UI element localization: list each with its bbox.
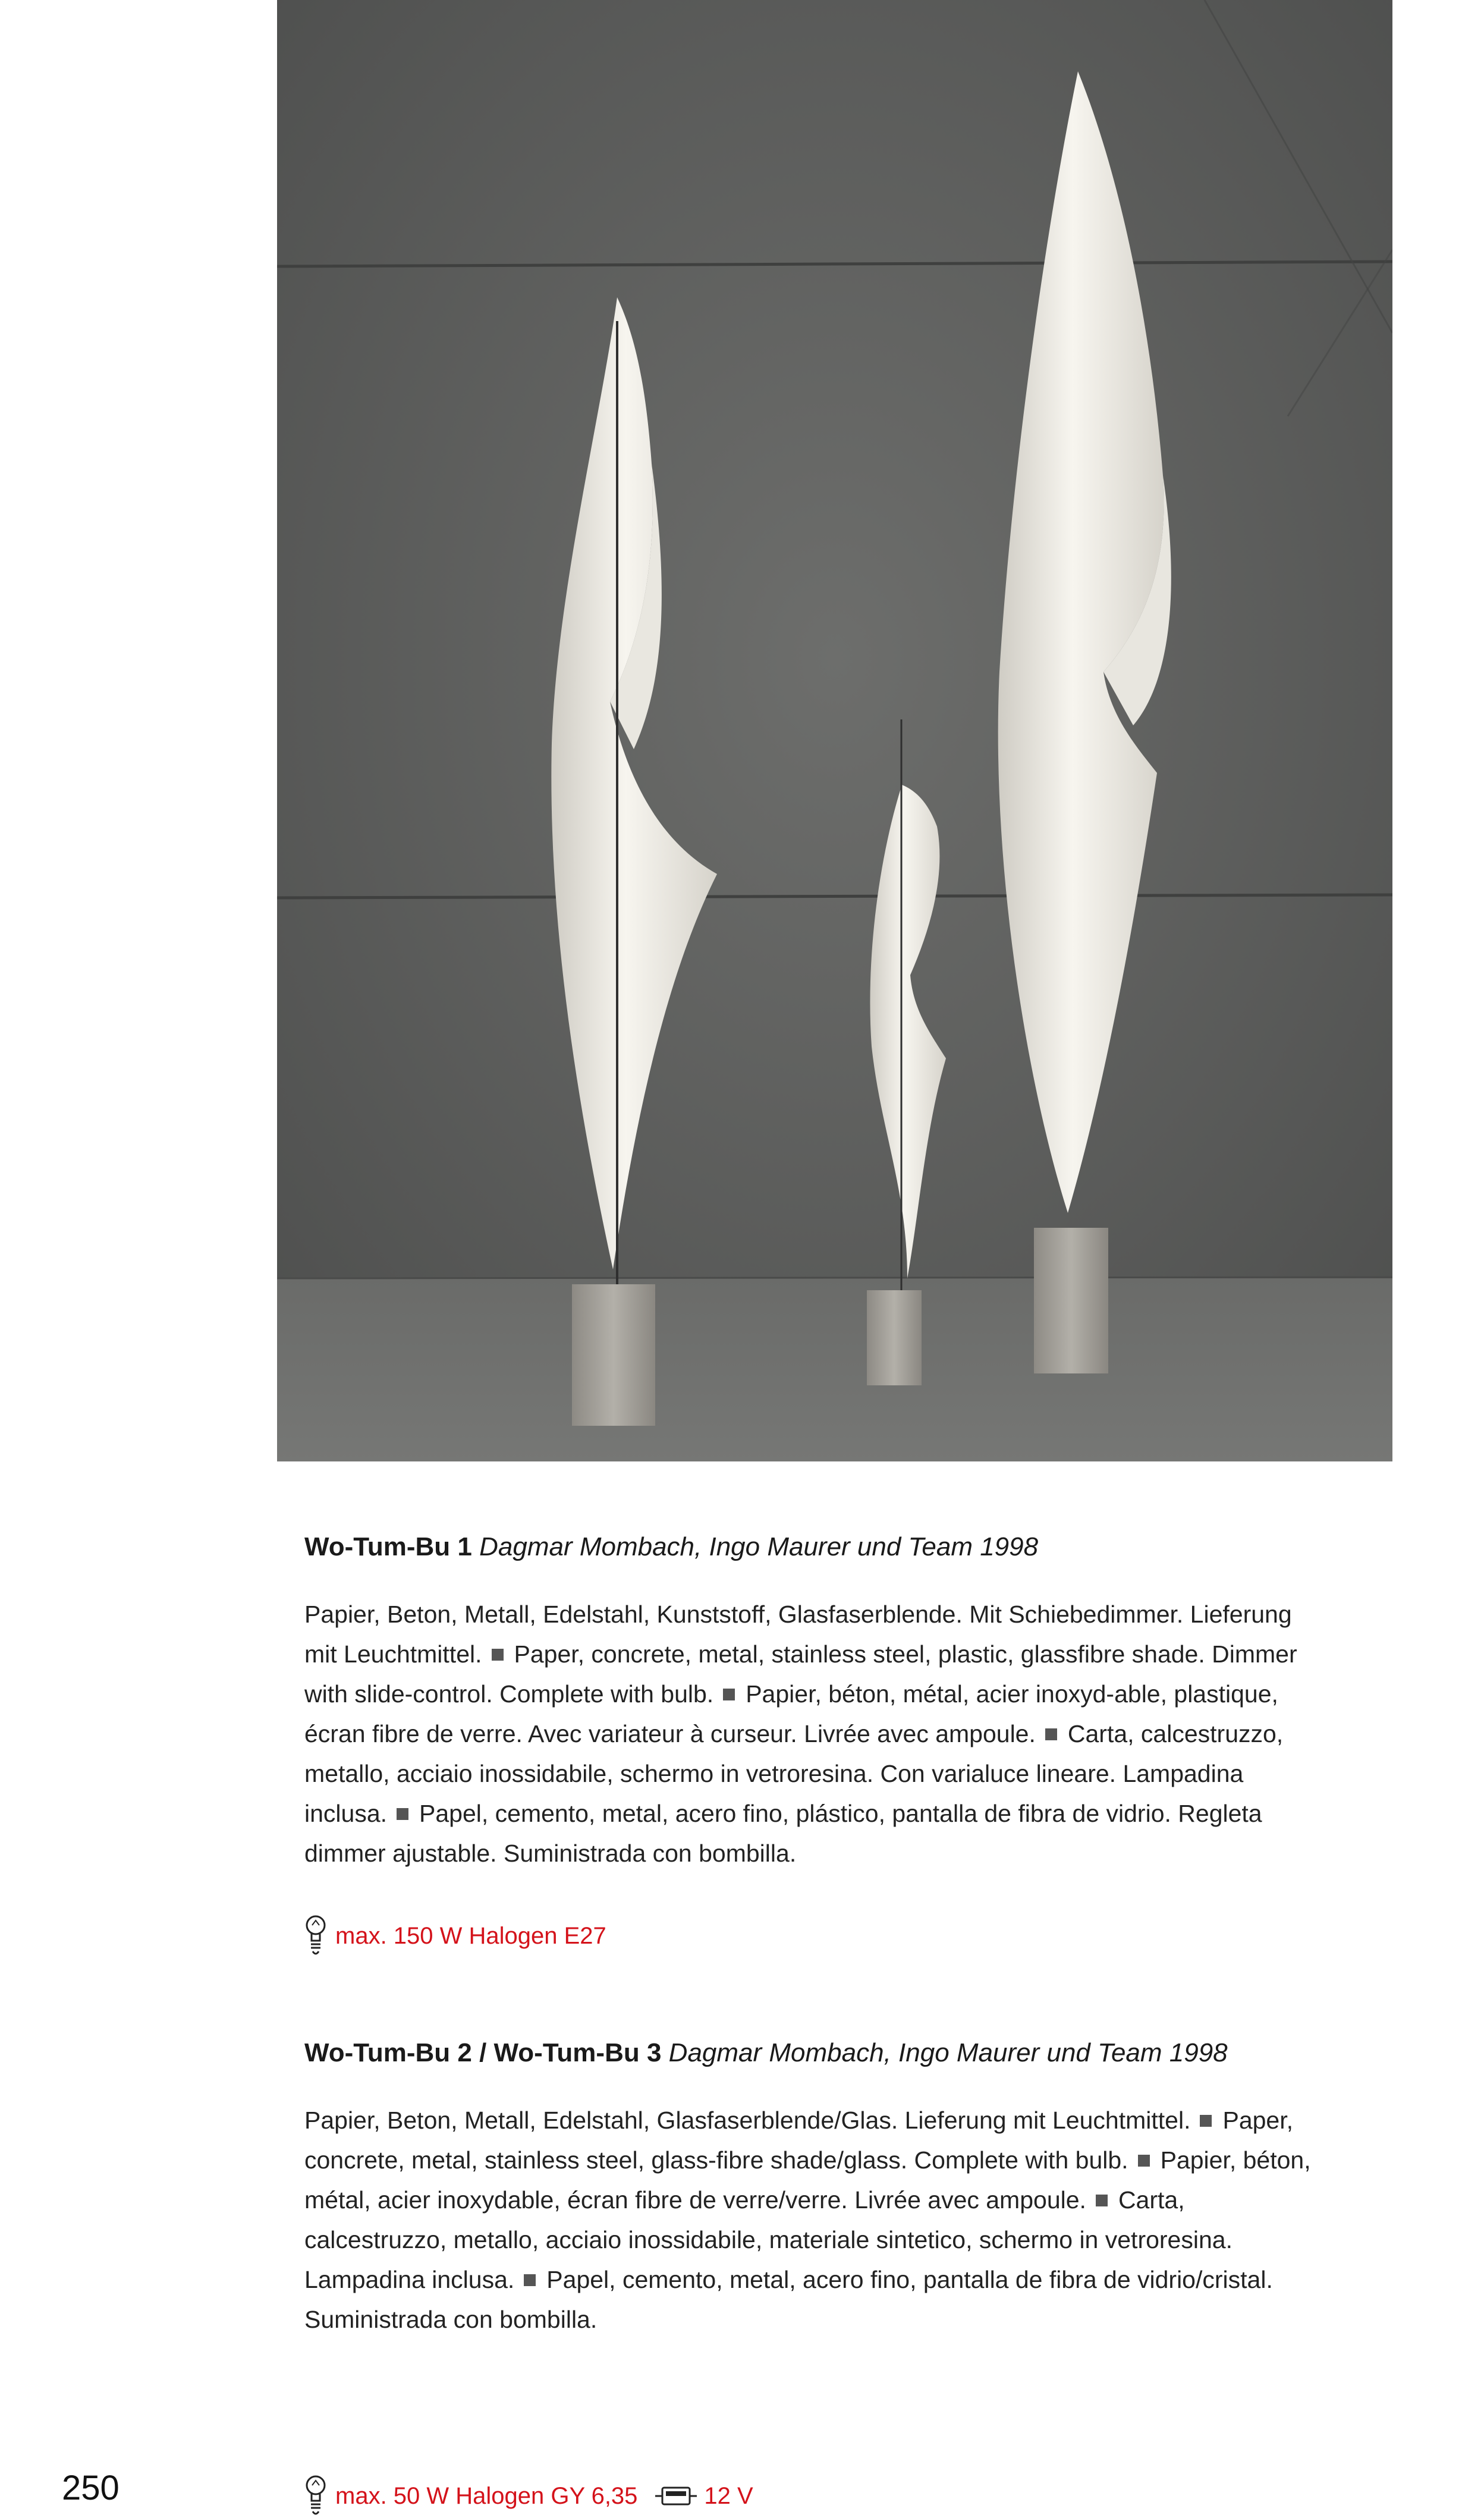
product-entry [304, 2035, 1327, 2340]
bulb-spec [304, 2475, 753, 2517]
separator-square-icon [1096, 2195, 1108, 2206]
separator-square-icon [524, 2274, 536, 2286]
description-de: Papier, Beton, Metall, Edelstahl, Kunststoff, Glasfaserblende. Mit Schiebedimmer. Lieferung mit Leuchtmittel. [304, 1601, 1292, 1668]
description-es: Papel, cemento, metal, acero fino, plástico, pantalla de fibra de vidrio. Regleta dimmer ajustable. Suministrada con bombilla. [304, 1800, 1262, 1867]
lamp-photograph-drawing [277, 0, 1392, 1461]
model-name: Wo-Tum-Bu 1 [304, 1532, 472, 1561]
description-it: Carta, calcestruzzo, metallo, acciaio inossidabile, schermo in vetroresina. Con varialuce lineare. Lampadina inclusa. [304, 1720, 1284, 1827]
product-description [304, 1595, 1327, 1873]
product-description [304, 2101, 1327, 2340]
separator-square-icon [723, 1689, 735, 1700]
description-it: Carta, calcestruzzo, metallo, acciaio inossidabile, materiale sintetico, schermo in vetroresina. Lampadina inclusa. [304, 2186, 1233, 2293]
bulb-spec [304, 1915, 606, 1957]
separator-square-icon [492, 1649, 504, 1661]
description-en: Paper, concrete, metal, stainless steel, plastic, glassfibre shade. Dimmer with slide-control. Complete with bulb. [304, 1640, 1297, 1708]
bulb-spec-text: max. 50 W Halogen GY 6,35 [335, 2483, 638, 2509]
lamp-photograph [277, 0, 1392, 1461]
designer-credit: Dagmar Mombach, Ingo Maurer und Team 1998 [479, 1532, 1039, 1561]
page-number: 250 [62, 2469, 120, 2507]
description-de: Papier, Beton, Metall, Edelstahl, Glasfaserblende/Glas. Lieferung mit Leuchtmittel. [304, 2107, 1191, 2134]
product-entry [304, 1529, 1327, 1873]
separator-square-icon [1045, 1728, 1057, 1740]
bulb-spec-text: max. 150 W Halogen E27 [335, 1923, 606, 1949]
product-heading [304, 1529, 1327, 1565]
product-heading [304, 2035, 1327, 2071]
model-name: Wo-Tum-Bu 2 / Wo-Tum-Bu 3 [304, 2038, 662, 2067]
bulb-icon [304, 1915, 327, 1957]
designer-credit: Dagmar Mombach, Ingo Maurer und Team 1998 [668, 2038, 1228, 2067]
voltage-text: 12 V [704, 2483, 753, 2509]
bulb-icon [304, 2475, 327, 2517]
description-fr: Papier, béton, métal, acier inoxydable, écran fibre de verre/verre. Livrée avec ampoule. [304, 2146, 1311, 2214]
separator-square-icon [1200, 2115, 1212, 2127]
description-es: Papel, cemento, metal, acero fino, pantalla de fibra de vidrio/cristal. Suministrada con bombilla. [304, 2266, 1273, 2333]
separator-square-icon [1138, 2155, 1150, 2167]
description-en: Paper, concrete, metal, stainless steel, glass-fibre shade/glass. Complete with bulb. [304, 2107, 1294, 2174]
description-fr: Papier, béton, métal, acier inoxyd-able, plastique, écran fibre de verre. Avec variateur à curseur. Livrée avec ampoule. [304, 1680, 1278, 1747]
separator-square-icon [397, 1808, 408, 1820]
transformer-icon [655, 2484, 697, 2508]
